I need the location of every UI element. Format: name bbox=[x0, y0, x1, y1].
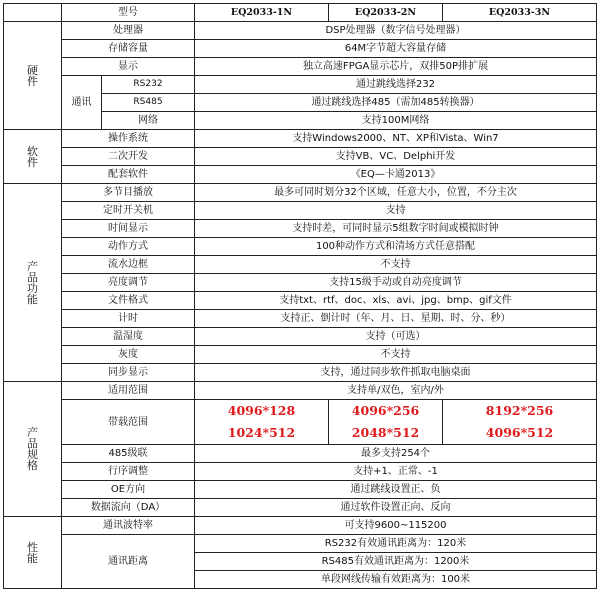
display-label: 显示 bbox=[62, 58, 195, 76]
section-software: 软 件 bbox=[4, 130, 62, 184]
network-value: 支持100M网络 bbox=[195, 112, 597, 130]
software-bundled-row bbox=[4, 166, 597, 184]
cascade-value: 最多支持254个 bbox=[195, 445, 597, 463]
spec-data-flow-row bbox=[4, 499, 597, 517]
row-adjust-label: 行序调整 bbox=[62, 463, 195, 481]
model-1n: EQ2033-1N bbox=[195, 4, 329, 22]
distance-value-rs485: RS485有效通讯距离为：1200米 bbox=[195, 553, 597, 571]
feature-row bbox=[4, 292, 597, 310]
dev-label: 二次开发 bbox=[62, 148, 195, 166]
os-label: 操作系统 bbox=[62, 130, 195, 148]
spec-scope-row bbox=[4, 382, 597, 400]
section-features: 产 品 功 能 bbox=[4, 184, 62, 382]
baud-label: 通讯波特率 bbox=[62, 517, 195, 535]
section-performance: 性 能 bbox=[4, 517, 62, 589]
feature-row bbox=[4, 256, 597, 274]
feature-value: 支持 bbox=[195, 202, 597, 220]
distance-label: 通讯距离 bbox=[62, 535, 195, 589]
feature-label: 时间显示 bbox=[62, 220, 195, 238]
feature-value: 支持时差，可同时显示5组数字时间或模拟时钟 bbox=[195, 220, 597, 238]
rs485-value: 通过跳线选择485（需加485转换器） bbox=[195, 94, 597, 112]
load-value-2n: 4096*256 2048*512 bbox=[329, 400, 443, 445]
feature-value: 不支持 bbox=[195, 256, 597, 274]
baud-value: 可支持9600~115200 bbox=[195, 517, 597, 535]
feature-row bbox=[4, 202, 597, 220]
processor-value: DSP处理器（数字信号处理器） bbox=[195, 22, 597, 40]
feature-value: 支持15级手动或自动亮度调节 bbox=[195, 274, 597, 292]
feature-row bbox=[4, 184, 597, 202]
hardware-processor-row bbox=[4, 22, 597, 40]
comm-rs232-row bbox=[4, 76, 597, 94]
spec-sheet bbox=[3, 3, 597, 589]
header-row bbox=[4, 4, 597, 22]
network-label: 网络 bbox=[102, 112, 195, 130]
bundled-value: 《EQ—卡通2013》 bbox=[195, 166, 597, 184]
feature-row bbox=[4, 220, 597, 238]
feature-row bbox=[4, 328, 597, 346]
load-label: 带载范围 bbox=[62, 400, 195, 445]
data-flow-label: 数据流向（DA） bbox=[62, 499, 195, 517]
feature-row bbox=[4, 274, 597, 292]
header-label: 型号 bbox=[62, 4, 195, 22]
feature-value: 最多可同时划分32个区域，任意大小，位置，不分主次 bbox=[195, 184, 597, 202]
feature-label: 流水边框 bbox=[62, 256, 195, 274]
scope-label: 适用范围 bbox=[62, 382, 195, 400]
spec-table bbox=[3, 3, 597, 589]
row-adjust-value: 支持+1、正常、-1 bbox=[195, 463, 597, 481]
rs232-label: RS232 bbox=[102, 76, 195, 94]
feature-label: 亮度调节 bbox=[62, 274, 195, 292]
scope-value: 支持单/双色，室内/外 bbox=[195, 382, 597, 400]
model-2n: EQ2033-2N bbox=[329, 4, 443, 22]
storage-value: 64M字节超大容量存储 bbox=[195, 40, 597, 58]
spec-cascade-row bbox=[4, 445, 597, 463]
dev-value: 支持VB、VC、Delphi开发 bbox=[195, 148, 597, 166]
feature-value: 支持正、倒计时（年、月、日、星期、时、分、秒） bbox=[195, 310, 597, 328]
feature-value: 100种动作方式和清场方式任意搭配 bbox=[195, 238, 597, 256]
oe-label: OE方向 bbox=[62, 481, 195, 499]
distance-value-network: 单段网线传输有效距离为：100米 bbox=[195, 571, 597, 589]
section-hardware: 硬 件 bbox=[4, 22, 62, 130]
spec-oe-row bbox=[4, 481, 597, 499]
software-os-row bbox=[4, 130, 597, 148]
oe-value: 通过跳线设置正、负 bbox=[195, 481, 597, 499]
hardware-display-row bbox=[4, 58, 597, 76]
spec-row-adjust-row bbox=[4, 463, 597, 481]
hardware-storage-row bbox=[4, 40, 597, 58]
feature-label: 同步显示 bbox=[62, 364, 195, 382]
feature-label: 计时 bbox=[62, 310, 195, 328]
feature-label: 温湿度 bbox=[62, 328, 195, 346]
feature-label: 灰度 bbox=[62, 346, 195, 364]
comm-label: 通讯 bbox=[62, 76, 102, 130]
feature-value: 支持txt、rtf、doc、xls、avi、jpg、bmp、gif文件 bbox=[195, 292, 597, 310]
load-value-3n: 8192*256 4096*512 bbox=[443, 400, 597, 445]
cascade-label: 485级联 bbox=[62, 445, 195, 463]
feature-row bbox=[4, 310, 597, 328]
data-flow-value: 通过软件设置正向、反向 bbox=[195, 499, 597, 517]
processor-label: 处理器 bbox=[62, 22, 195, 40]
storage-label: 存储容量 bbox=[62, 40, 195, 58]
section-specs: 产 品 规 格 bbox=[4, 382, 62, 517]
os-value: 支持Windows2000、NT、XP和Vista、Win7 bbox=[195, 130, 597, 148]
spec-load-row bbox=[4, 400, 597, 445]
feature-label: 文件格式 bbox=[62, 292, 195, 310]
header-corner bbox=[4, 4, 62, 22]
feature-label: 定时开关机 bbox=[62, 202, 195, 220]
perf-distance-row bbox=[4, 535, 597, 553]
feature-label: 动作方式 bbox=[62, 238, 195, 256]
distance-value-rs232: RS232有效通讯距离为：120米 bbox=[195, 535, 597, 553]
load-value-1n: 4096*128 1024*512 bbox=[195, 400, 329, 445]
feature-value: 不支持 bbox=[195, 346, 597, 364]
model-3n: EQ2033-3N bbox=[443, 4, 597, 22]
feature-row bbox=[4, 346, 597, 364]
feature-label: 多节目播放 bbox=[62, 184, 195, 202]
feature-value: 支持（可选） bbox=[195, 328, 597, 346]
perf-baud-row bbox=[4, 517, 597, 535]
display-value: 独立高速FPGA显示芯片，双排50P排扩展 bbox=[195, 58, 597, 76]
feature-row bbox=[4, 364, 597, 382]
feature-value: 支持，通过同步软件抓取电脑桌面 bbox=[195, 364, 597, 382]
software-dev-row bbox=[4, 148, 597, 166]
feature-row bbox=[4, 238, 597, 256]
bundled-label: 配套软件 bbox=[62, 166, 195, 184]
rs232-value: 通过跳线选择232 bbox=[195, 76, 597, 94]
rs485-label: RS485 bbox=[102, 94, 195, 112]
